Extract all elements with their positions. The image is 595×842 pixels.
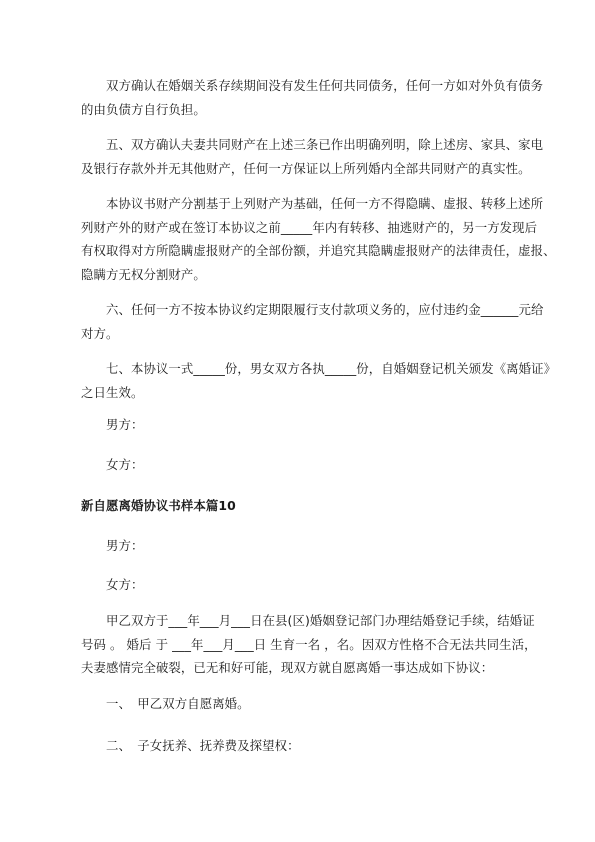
text-line: 一、 甲乙双方自愿离婚。	[81, 696, 250, 711]
text-line: 列财产外的财产或在签订本协议之前_____年内有转移、抽逃财产的，另一方发现后	[81, 219, 538, 235]
paragraph-property-basis	[81, 192, 556, 286]
text-line: 七、本协议一式_____份，男女双方各执_____份，自婚姻登记机关颁发《离婚证》	[81, 361, 557, 376]
text-line: 夫妻感情完全破裂，已无和好可能，现双方就自愿离婚一事达成如下协议：	[81, 660, 494, 675]
text-line: 女方：	[81, 457, 144, 472]
clause-2	[81, 734, 517, 758]
text-line: 男方：	[81, 417, 144, 432]
text-line: 双方确认在婚姻关系存续期间没有发生任何共同债务，任何一方如对外负有债务	[81, 78, 544, 93]
heading-text: 新自愿离婚协议书样本篇10	[81, 498, 236, 513]
text-line: 隐瞒方无权分割财产。	[81, 266, 206, 282]
text-line: 对方。	[81, 325, 119, 341]
signature-male	[81, 413, 517, 437]
text-line: 号码 。 婚后 于 ___年___月___日 生育一名 ，名。因双方性格不合无法共同生活，	[81, 636, 537, 652]
text-line: 的由负债方自行负担。	[81, 101, 206, 117]
text-line: 之日生效。	[81, 384, 144, 400]
paragraph-clause-6	[81, 298, 544, 345]
text-line: 二、 子女抚养、抚养费及探望权：	[81, 738, 300, 753]
paragraph-marriage-facts	[81, 609, 537, 680]
party-female	[81, 573, 517, 597]
text-line: 女方：	[81, 577, 144, 592]
text-line: 五、双方确认夫妻共同财产在上述三条已作出明确列明，除上述房、家具、家电	[81, 137, 544, 152]
signature-female	[81, 453, 517, 477]
paragraph-clause-5	[81, 133, 544, 180]
paragraph-clause-7	[81, 357, 557, 404]
text-line: 及银行存款外并无其他财产，任何一方保证以上所列婚内全部共同财产的真实性。	[81, 160, 531, 176]
text-line: 六、任何一方不按本协议约定期限履行支付款项义务的，应付违约金______元给	[81, 302, 544, 317]
paragraph-no-common-debt	[81, 74, 544, 121]
section-heading	[81, 494, 517, 518]
party-male	[81, 534, 517, 558]
text-line: 本协议书财产分割基于上列财产为基础，任何一方不得隐瞒、虚报、转移上述所	[81, 196, 544, 211]
text-line: 男方：	[81, 538, 144, 553]
text-line: 有权取得对方所隐瞒虚报财产的全部份额，并追究其隐瞒虚报财产的法律责任，虚报、	[81, 243, 556, 258]
text-line: 甲乙双方于___年___月___日在县(区)婚姻登记部门办理结婚登记手续，结婚证	[81, 613, 535, 628]
clause-1	[81, 692, 517, 716]
